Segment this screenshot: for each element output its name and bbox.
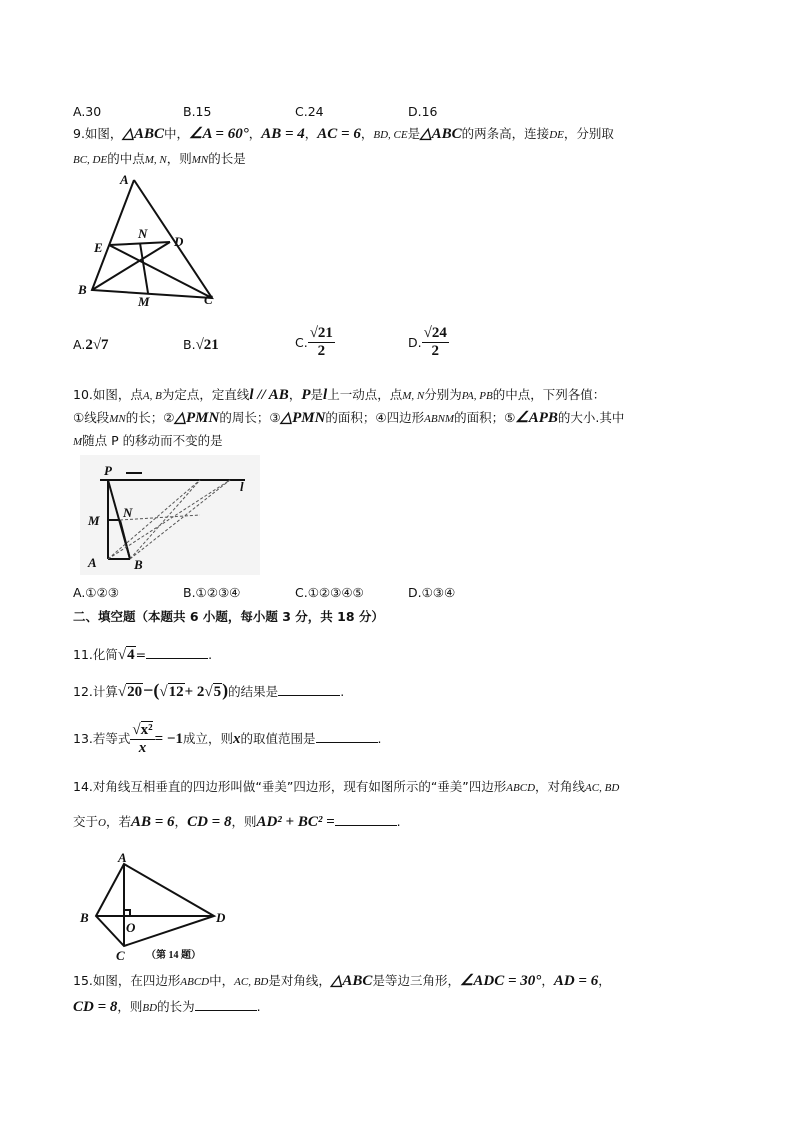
label-e: E: [94, 240, 103, 255]
sqrt: √12: [159, 684, 184, 700]
label-n: N: [123, 505, 133, 520]
label-d: D: [174, 234, 184, 249]
label-l: l: [240, 479, 244, 494]
q11: [73, 646, 212, 663]
option-value: 2√7: [85, 337, 109, 353]
q10-line2: [73, 410, 624, 427]
fraction: [130, 722, 154, 757]
math: = −1: [154, 731, 183, 747]
q10-line1: [73, 387, 605, 404]
option-value: √21: [195, 337, 219, 353]
text: 是对角线，: [268, 973, 331, 988]
answer-blank[interactable]: [316, 730, 378, 743]
option-a[interactable]: A.30: [73, 104, 102, 119]
text: 的周长；③: [219, 410, 281, 425]
math: P: [301, 387, 311, 403]
q10-line3: [73, 433, 223, 450]
text: 是: [310, 387, 324, 402]
label-a: A: [118, 850, 127, 865]
text: 随点 P 的移动而不变的是: [82, 433, 223, 448]
math: MN: [191, 154, 209, 166]
math: BC, DE: [73, 154, 108, 166]
text: 中，: [164, 126, 190, 141]
figure-caption: （第 14 题）: [146, 950, 201, 961]
text: .: [377, 731, 382, 746]
math: AC = 6: [317, 126, 361, 142]
text: ，: [304, 126, 318, 141]
option-d[interactable]: D.①③④: [408, 585, 456, 600]
math: CD = 8: [187, 814, 232, 830]
option-d[interactable]: [408, 325, 449, 360]
text: 的长为: [157, 999, 195, 1014]
sqrt: √5: [204, 684, 222, 700]
section-heading: 二、填空题（本题共 6 小题，每小题 3 分，共 18 分）: [73, 609, 384, 624]
math: AB = 4: [261, 126, 305, 142]
math: △PMN: [174, 410, 220, 426]
text: 为定点，定直线: [161, 387, 250, 402]
text: 是: [407, 126, 421, 141]
label-d: D: [216, 910, 226, 925]
label-b: B: [78, 282, 87, 297]
text: 的大小.其中: [557, 410, 625, 425]
text: =: [135, 647, 147, 662]
math: M: [73, 436, 83, 448]
math: ABCD: [506, 782, 536, 794]
math: AB = 6: [130, 814, 175, 830]
operator: ): [222, 680, 229, 700]
text: 15.如图，在四边形: [73, 973, 181, 988]
text: 的中点: [107, 151, 145, 166]
math: A, B: [142, 390, 162, 402]
sqrt: √20: [117, 684, 143, 700]
text: .: [208, 647, 213, 662]
answer-blank[interactable]: [146, 646, 208, 659]
text: 的长；②: [125, 410, 175, 425]
math: ∠APB: [515, 410, 558, 426]
option-a[interactable]: A.①②③: [73, 585, 119, 600]
math: CD = 8: [73, 999, 118, 1015]
text: 的结果是: [228, 684, 279, 699]
text: 的长是: [208, 151, 246, 166]
option-a[interactable]: [73, 337, 109, 354]
math: △ABC: [330, 973, 373, 989]
q14-line2: [73, 813, 401, 831]
math: PA, PB: [461, 390, 493, 402]
label-o: O: [126, 920, 136, 935]
fraction: [422, 325, 449, 360]
operator: + 2: [184, 684, 205, 700]
text: 是等边三角形，: [372, 973, 460, 988]
text: ，: [288, 387, 302, 402]
q9-triangle-figure: [62, 170, 222, 310]
text: ①线段: [73, 410, 110, 425]
text: 交于: [73, 814, 99, 829]
text: 11.化简: [73, 647, 118, 662]
math: MN: [109, 413, 126, 425]
text: ，则: [166, 151, 192, 166]
text: 的取值范围是: [240, 731, 316, 746]
operator: −(: [143, 680, 160, 700]
text: .: [396, 814, 401, 829]
text: ，若: [105, 814, 131, 829]
text: ，: [360, 126, 374, 141]
option-d[interactable]: D.16: [408, 104, 438, 119]
q9-line1: [73, 126, 614, 143]
text: ，: [598, 973, 611, 988]
math: AD² + BC² =: [256, 814, 335, 830]
option-b[interactable]: [183, 337, 219, 354]
radicand: 4: [127, 647, 135, 663]
numerator: √24: [423, 325, 447, 341]
math: x: [233, 731, 241, 747]
text: ，: [174, 814, 188, 829]
math: BD, CE: [373, 129, 408, 141]
math: l // AB: [249, 387, 289, 403]
option-letter: B.: [183, 337, 196, 352]
math: ∠ADC = 30°: [459, 973, 542, 989]
math: BD: [142, 1002, 158, 1014]
option-letter: D.: [408, 335, 422, 350]
text: 上一动点，点: [327, 387, 403, 402]
math: M, N: [144, 154, 167, 166]
option-c[interactable]: C.①②③④⑤: [295, 585, 364, 600]
text: ，: [248, 126, 262, 141]
answer-blank[interactable]: [278, 683, 340, 696]
option-letter: C.: [295, 335, 308, 350]
denominator: 2: [317, 343, 326, 359]
math: AC, BD: [234, 976, 269, 988]
math: M, N: [402, 390, 425, 402]
label-b: B: [134, 557, 143, 572]
q13: [73, 722, 382, 757]
label-a: A: [120, 172, 129, 187]
numerator: √x²: [132, 722, 153, 738]
math: ABCD: [180, 976, 210, 988]
answer-blank[interactable]: [195, 998, 257, 1011]
fraction: [308, 325, 335, 360]
radicand: 12: [168, 684, 184, 700]
text: ，则: [231, 814, 257, 829]
option-letter: A.: [73, 337, 86, 352]
label-b: B: [80, 910, 89, 925]
q15-line2: [73, 998, 261, 1016]
math: ∠A = 60°: [189, 126, 249, 142]
text: 成立，则: [182, 731, 233, 746]
math: AD = 6: [553, 973, 599, 989]
radicand: 5: [213, 684, 222, 700]
denominator: x: [138, 740, 147, 756]
text: 中，: [209, 973, 235, 988]
math: △PMN: [280, 410, 326, 426]
text: ，则: [117, 999, 143, 1014]
q14-line1: [73, 779, 619, 796]
q9-line2: [73, 151, 246, 168]
label-c: C: [204, 292, 213, 307]
option-b[interactable]: B.①②③④: [183, 585, 241, 600]
denominator: 2: [431, 343, 439, 359]
text: 的两条高，连接: [461, 126, 550, 141]
math: △ABC: [122, 126, 164, 142]
option-b[interactable]: B.15: [183, 104, 212, 119]
q14-quadrilateral-figure: [74, 850, 226, 963]
text: 的中点，下列各值：: [492, 387, 606, 402]
math: O: [98, 817, 106, 829]
q12: [73, 682, 344, 700]
option-c[interactable]: C.24: [295, 104, 324, 119]
label-c: C: [116, 948, 125, 963]
numerator: √21: [309, 325, 333, 341]
label-m: M: [88, 513, 100, 528]
radicand: 20: [127, 684, 143, 700]
option-c[interactable]: [295, 325, 335, 360]
math: l: [323, 387, 328, 403]
answer-blank[interactable]: [335, 813, 397, 826]
math: AC, BD: [585, 782, 620, 794]
text: ，分别取: [563, 126, 614, 141]
label-n: N: [138, 226, 148, 241]
text: 13.若等式: [73, 731, 131, 746]
math: △ABC: [420, 126, 462, 142]
sqrt: √4: [117, 647, 135, 663]
text: 9.如图，: [73, 126, 123, 141]
label-a: A: [88, 555, 97, 570]
text: 的面积；④四边形: [325, 410, 425, 425]
math: DE: [549, 129, 564, 141]
text: 12.计算: [73, 684, 118, 699]
q15-line1: [73, 973, 611, 990]
text: .: [340, 684, 345, 699]
math: ABNM: [424, 413, 455, 425]
text: 10.如图，点: [73, 387, 143, 402]
label-p: P: [104, 463, 112, 478]
text: 的面积；⑤: [454, 410, 516, 425]
text: ，对角线: [535, 779, 586, 794]
text: .: [256, 999, 261, 1014]
radicand: x²: [140, 722, 153, 738]
text: ，: [541, 973, 554, 988]
text: 分别为: [424, 387, 462, 402]
q10-figure: [80, 455, 260, 575]
label-m: M: [138, 294, 150, 309]
text: 14.对角线互相垂直的四边形叫做“垂美”四边形，现有如图所示的“垂美”四边形: [73, 779, 507, 794]
